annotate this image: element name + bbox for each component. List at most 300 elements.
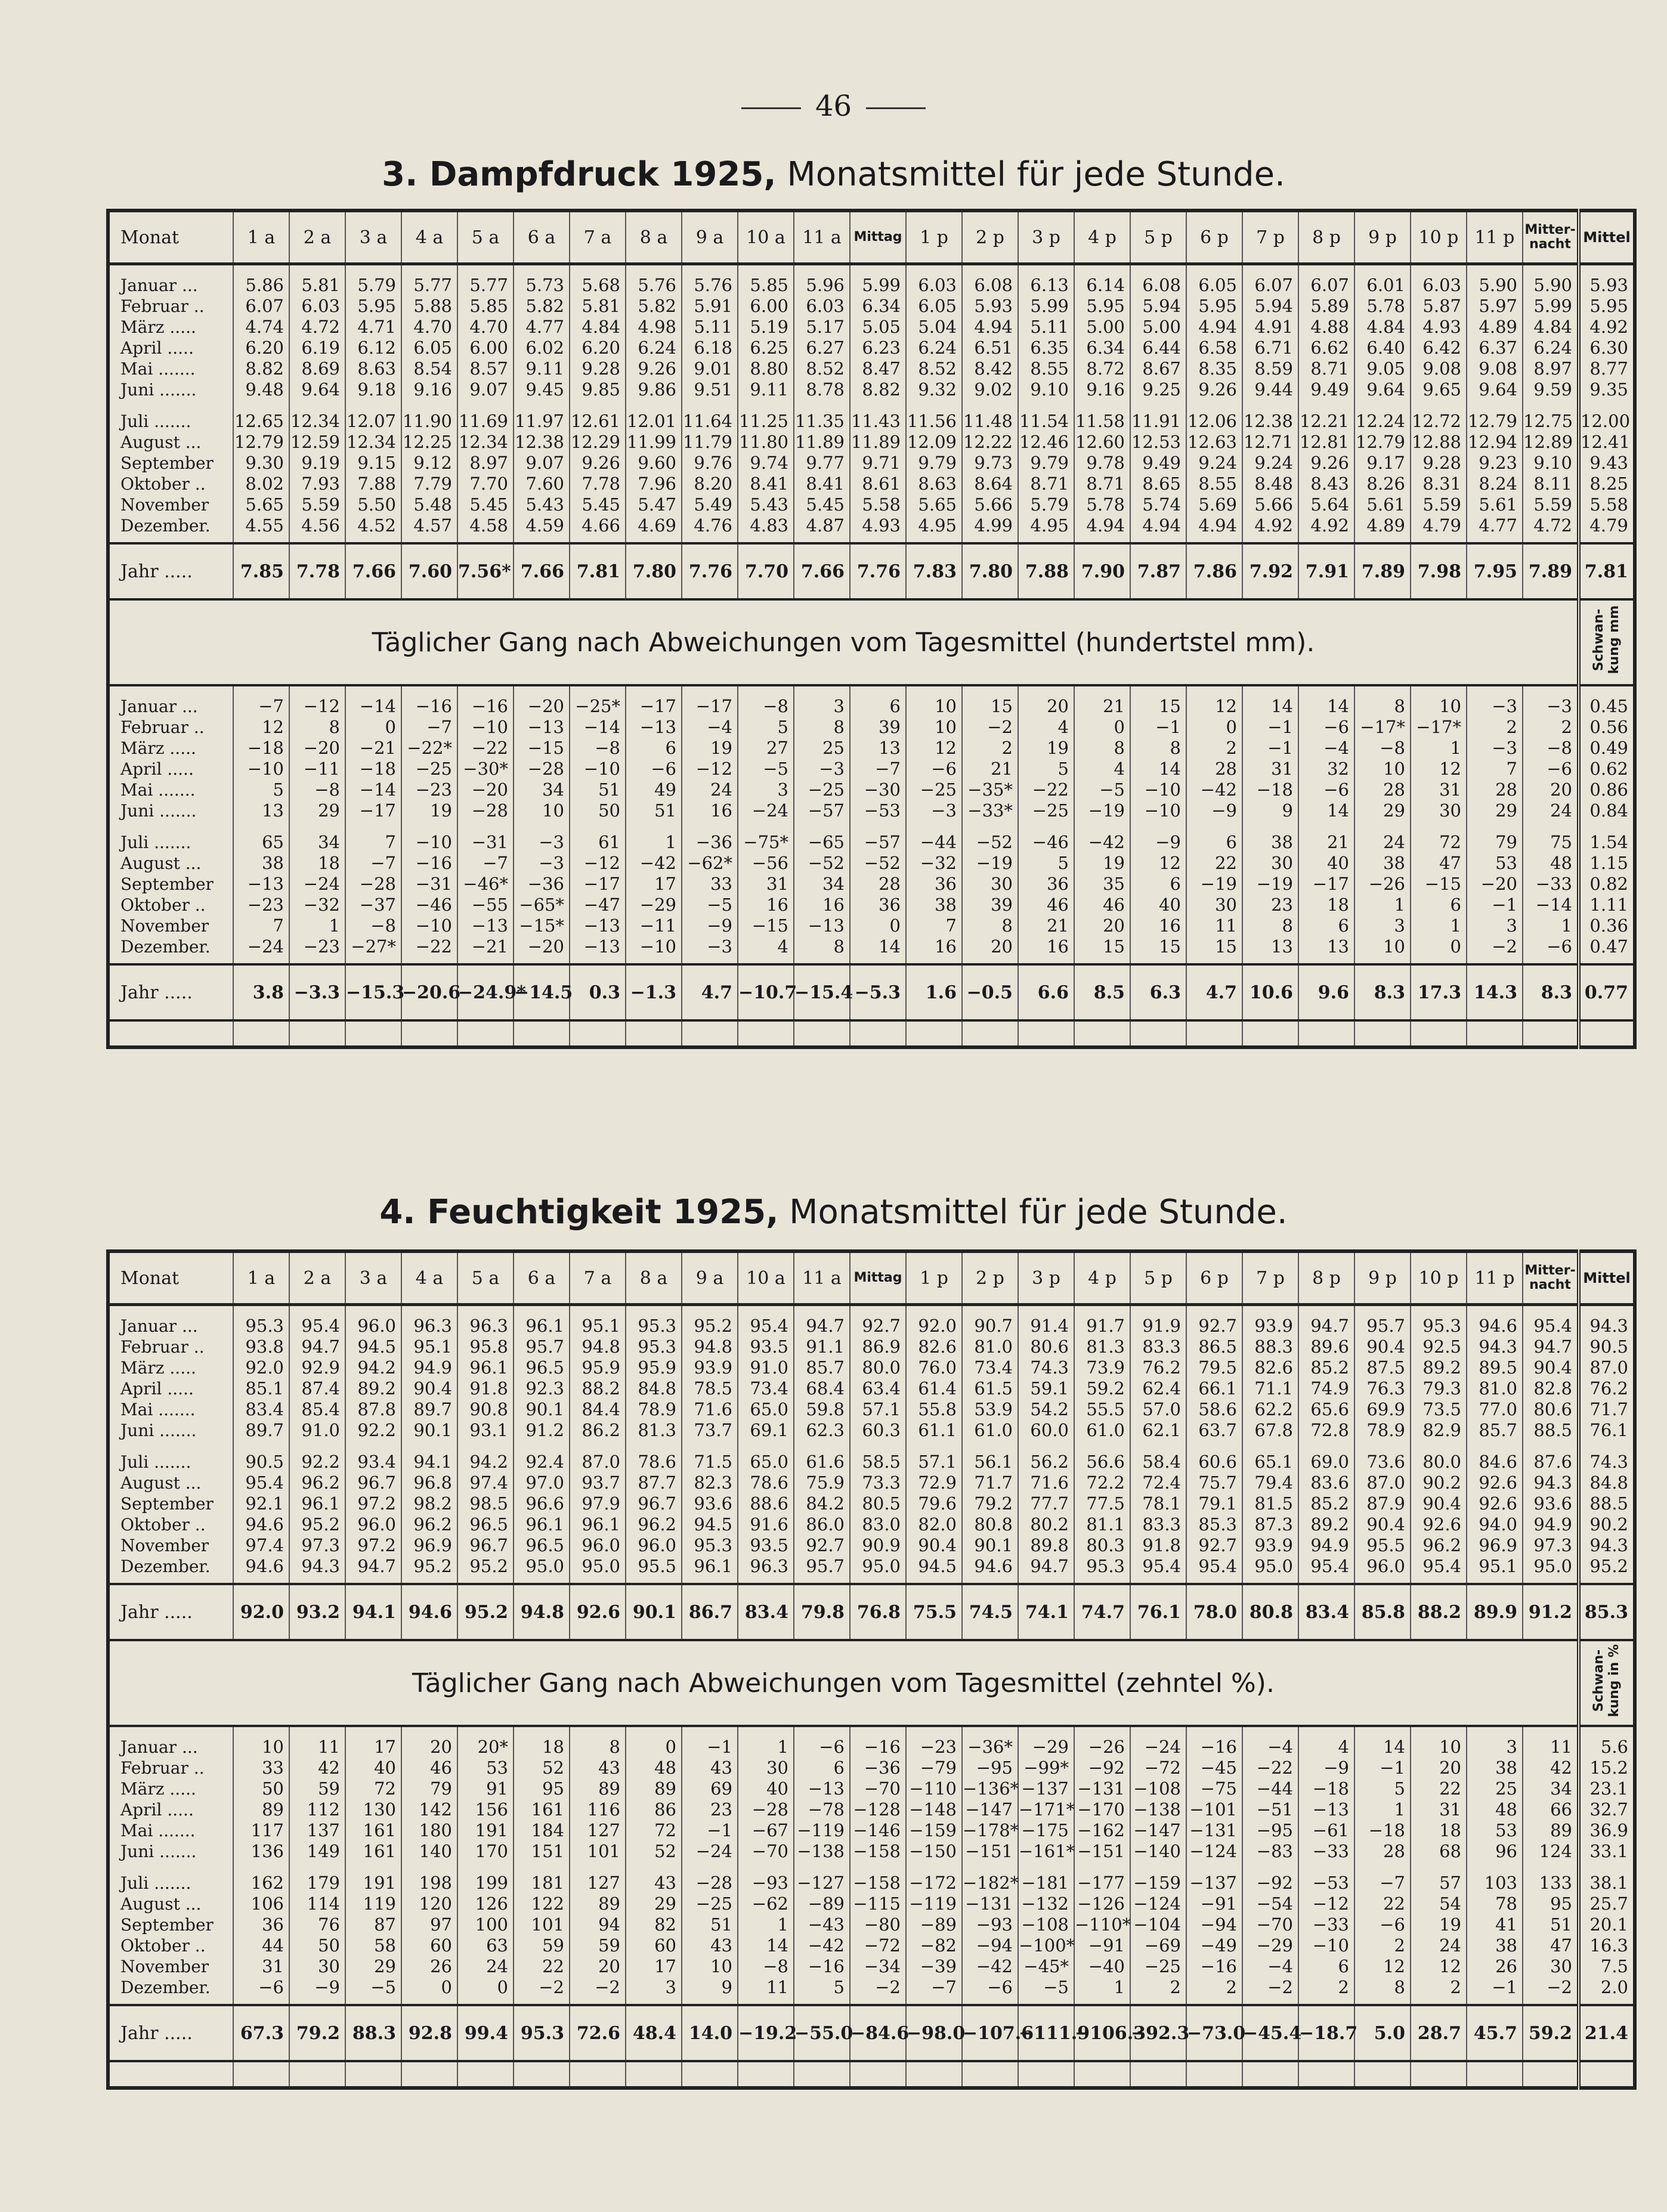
row-label: April ..... — [120, 1800, 194, 1820]
table-cell: 87.5 — [1354, 1357, 1411, 1378]
table-cell: 10 — [906, 717, 962, 738]
table-cell: 57 — [1411, 1862, 1467, 1894]
table-cell: 90.4 — [1523, 1357, 1579, 1378]
table-cell: −94 — [962, 1935, 1018, 1956]
table-cell: 87.6 — [1523, 1441, 1579, 1472]
table-cell: 46 — [1018, 895, 1074, 915]
row-label: Februar .. — [120, 1337, 205, 1357]
table-cell: 95.4 — [1411, 1556, 1467, 1584]
table-cell: 95.7 — [1354, 1305, 1411, 1337]
table-cell: 98.5 — [457, 1493, 514, 1514]
table-cell: 7.86 — [1186, 543, 1242, 599]
table-cell: 5.87 — [1411, 296, 1467, 317]
table-cell: 12.34 — [457, 432, 514, 453]
table-cell: −11 — [289, 759, 345, 779]
table-cell: 7.88 — [1018, 543, 1074, 599]
table-cell: −13 — [626, 717, 682, 738]
table-cell: 19 — [1074, 853, 1130, 874]
table-cell: 30 — [1523, 1956, 1579, 1977]
table-cell: 20* — [457, 1726, 514, 1758]
empty-cell — [233, 1020, 289, 1047]
table-cell: 89.8 — [1018, 1535, 1074, 1556]
column-header: Mittag — [850, 1251, 906, 1305]
table-cell: 9.26 — [570, 453, 626, 474]
table-cell: 5.11 — [682, 317, 738, 338]
table-row — [108, 494, 1635, 515]
table-cell: 5.85 — [738, 264, 794, 296]
table-cell: 29 — [289, 800, 345, 821]
table-cell: 0.56 — [1579, 717, 1635, 738]
table-cell: 90.8 — [457, 1399, 514, 1420]
table-cell: 170 — [457, 1841, 514, 1862]
table-cell: 7.89 — [1354, 543, 1411, 599]
table-cell: 5.66 — [1242, 494, 1298, 515]
table-cell: 29 — [345, 1956, 401, 1977]
table-cell: 2 — [1411, 1977, 1467, 2005]
table-cell: −19 — [1186, 874, 1242, 895]
table-cell: 26 — [1467, 1956, 1523, 1977]
table-cell: 79.3 — [1411, 1378, 1467, 1399]
table-cell: −3 — [514, 821, 570, 853]
table-cell: −10.7 — [738, 964, 794, 1020]
table-cell: 9.51 — [682, 379, 738, 400]
table-cell: −7 — [1354, 1862, 1411, 1894]
table-cell: 78.6 — [626, 1441, 682, 1472]
table-cell: 20 — [570, 1956, 626, 1977]
table-cell: −89 — [794, 1894, 850, 1914]
table-cell: 10.6 — [1242, 964, 1298, 1020]
table-cell: 5.89 — [1298, 296, 1354, 317]
table-cell: 8.02 — [233, 474, 289, 494]
table-cell: 94.7 — [794, 1305, 850, 1337]
table-cell: 9.23 — [1467, 453, 1523, 474]
table-cell: 3 — [1354, 915, 1411, 936]
table-cell: −7 — [401, 717, 457, 738]
table-cell: 9.15 — [345, 453, 401, 474]
table-cell: 2 — [1298, 1977, 1354, 2005]
table-cell: −124 — [1186, 1841, 1242, 1862]
table-cell: 88.2 — [570, 1378, 626, 1399]
table-cell: 59 — [289, 1778, 345, 1799]
table-cell: 119 — [345, 1894, 401, 1914]
table-cell: −14 — [1523, 895, 1579, 915]
table-cell: 94.7 — [345, 1556, 401, 1584]
table-bottom-padding — [108, 2061, 1635, 2088]
table-cell: 7.96 — [626, 474, 682, 494]
table-cell: 9.24 — [1186, 453, 1242, 474]
table-cell: 0.49 — [1579, 738, 1635, 759]
table-cell: 96.0 — [345, 1514, 401, 1535]
table-cell: 3.8 — [233, 964, 289, 1020]
table-cell: 12.34 — [345, 432, 401, 453]
table-cell: 96 — [1467, 1841, 1523, 1862]
table-cell: −14 — [570, 717, 626, 738]
table-cell: 88.5 — [1523, 1420, 1579, 1441]
table-cell: 96.9 — [1467, 1535, 1523, 1556]
table-cell: −20 — [457, 779, 514, 800]
table-cell: −162 — [1074, 1820, 1130, 1841]
table-cell: 89.7 — [401, 1399, 457, 1420]
deviation-row — [108, 895, 1635, 915]
column-header: 4 a — [401, 211, 457, 264]
table-cell: 9.78 — [1074, 453, 1130, 474]
table-cell: −1 — [1130, 717, 1186, 738]
table-cell: −9 — [1186, 800, 1242, 821]
table-cell: 92.7 — [850, 1305, 906, 1337]
table-cell: 55.5 — [1074, 1399, 1130, 1420]
column-header: 7 a — [570, 211, 626, 264]
table-cell: 94.9 — [401, 1357, 457, 1378]
table-cell: −14.5 — [514, 964, 570, 1020]
table-cell: 12.72 — [1411, 400, 1467, 432]
table-cell: 11.89 — [794, 432, 850, 453]
table-cell: −73.0 — [1186, 2005, 1242, 2061]
table-cell: 7.85 — [233, 543, 289, 599]
table-cell: 4.91 — [1242, 317, 1298, 338]
table-cell: 6.20 — [233, 338, 289, 358]
table-cell: −24 — [1130, 1726, 1186, 1758]
table-cell: 12.21 — [1298, 400, 1354, 432]
table-cell: 73.9 — [1074, 1357, 1130, 1378]
table-cell: 18 — [514, 1726, 570, 1758]
table-cell: 0.77 — [1579, 964, 1635, 1020]
feuchtigkeit-title-bold: 4. Feuchtigkeit 1925, — [379, 1193, 779, 1232]
table-cell: −128 — [850, 1799, 906, 1820]
table-cell: 92.7 — [1186, 1535, 1242, 1556]
table-cell: 92.6 — [1467, 1472, 1523, 1493]
empty-cell — [1411, 2061, 1467, 2088]
table-cell: 79.4 — [1242, 1472, 1298, 1493]
schwankung-label: Schwan- kung in % — [1591, 1644, 1622, 1718]
table-cell: 83.4 — [1298, 1584, 1354, 1640]
table-cell: 8.25 — [1579, 474, 1635, 494]
table-cell: 5.90 — [1523, 264, 1579, 296]
table-cell: 22 — [1186, 853, 1242, 874]
table-cell: 94.3 — [1579, 1305, 1635, 1337]
table-cell: 48.4 — [626, 2005, 682, 2061]
table-cell: 88.2 — [1411, 1584, 1467, 1640]
table-cell: 60 — [401, 1935, 457, 1956]
table-cell: 78.0 — [1186, 1584, 1242, 1640]
table-cell: 82.6 — [1242, 1357, 1298, 1378]
dampfdruck-title-bold: 3. Dampfdruck 1925, — [382, 155, 777, 194]
table-cell: 96.5 — [457, 1514, 514, 1535]
table-cell: −52 — [962, 821, 1018, 853]
table-cell: 2 — [1130, 1977, 1186, 2005]
table-cell: −17 — [626, 685, 682, 717]
table-cell: 28 — [1186, 759, 1242, 779]
empty-cell — [289, 2061, 345, 2088]
table-cell: 15 — [1130, 936, 1186, 964]
table-cell: 73.3 — [850, 1472, 906, 1493]
table-cell: 38 — [233, 853, 289, 874]
table-cell: 95.0 — [1242, 1556, 1298, 1584]
table-cell: 16 — [906, 936, 962, 964]
table-cell: 67.3 — [233, 2005, 289, 2061]
table-cell: 5.65 — [233, 494, 289, 515]
table-cell: 0 — [850, 915, 906, 936]
table-cell: 90.5 — [233, 1441, 289, 1472]
table-cell: 22 — [514, 1956, 570, 1977]
table-cell: 0 — [1186, 717, 1242, 738]
table-cell: −39 — [906, 1956, 962, 1977]
table-cell: 8.48 — [1242, 474, 1298, 494]
table-cell: 92.6 — [570, 1584, 626, 1640]
dampfdruck-title — [0, 155, 1667, 194]
table-cell: 4.94 — [1186, 515, 1242, 543]
table-cell: −36 — [682, 821, 738, 853]
table-cell: 6 — [1130, 874, 1186, 895]
table-cell: −91 — [1074, 1935, 1130, 1956]
table-cell: 95.2 — [1579, 1556, 1635, 1584]
table-cell: 92.8 — [401, 2005, 457, 2061]
column-header: 11 a — [794, 211, 850, 264]
table-cell: −7 — [457, 853, 514, 874]
table-cell: 76.1 — [1130, 1584, 1186, 1640]
table-cell: 85.2 — [1298, 1493, 1354, 1514]
table-cell: 36 — [233, 1914, 289, 1935]
row-label: Januar ... — [120, 1316, 198, 1336]
table-cell: 54 — [1411, 1894, 1467, 1914]
table-cell: 38 — [1467, 1758, 1523, 1778]
column-header: 4 p — [1074, 1251, 1130, 1305]
table-cell: 13 — [1242, 936, 1298, 964]
column-header: Monat — [108, 211, 233, 264]
table-cell: 91.0 — [738, 1357, 794, 1378]
table-cell: 61.4 — [906, 1378, 962, 1399]
table-cell: 9.26 — [626, 358, 682, 379]
table-cell: 2 — [1354, 1935, 1411, 1956]
table-cell: 91 — [457, 1778, 514, 1799]
table-cell: −22 — [457, 738, 514, 759]
table-cell: −72 — [850, 1935, 906, 1956]
table-cell: −15 — [1411, 874, 1467, 895]
table-cell: 5.64 — [1298, 494, 1354, 515]
table-cell: 28 — [850, 874, 906, 895]
table-cell: 12.89 — [1523, 432, 1579, 453]
table-cell: 12.81 — [1298, 432, 1354, 453]
table-cell: 6.35 — [1018, 338, 1074, 358]
table-cell: −18.7 — [1298, 2005, 1354, 2061]
table-cell: 4.7 — [1186, 964, 1242, 1020]
table-cell: −69 — [1130, 1935, 1186, 1956]
table-cell: 9.08 — [1467, 358, 1523, 379]
table-cell: 96.6 — [514, 1493, 570, 1514]
table-cell: −45* — [1018, 1956, 1074, 1977]
table-cell: 5.49 — [682, 494, 738, 515]
table-cell: −3 — [1467, 738, 1523, 759]
table-cell: 1.11 — [1579, 895, 1635, 915]
table-cell: −147 — [962, 1799, 1018, 1820]
table-cell: −6 — [1298, 717, 1354, 738]
table-cell: −25 — [682, 1894, 738, 1914]
table-cell: 9.02 — [962, 379, 1018, 400]
table-cell: 51 — [682, 1914, 738, 1935]
table-cell: 12.25 — [401, 432, 457, 453]
empty-cell — [1018, 2061, 1074, 2088]
table-cell: 4.56 — [289, 515, 345, 543]
table-cell: −10 — [401, 915, 457, 936]
table-cell: 10 — [1354, 759, 1411, 779]
table-cell: −29 — [1242, 1935, 1298, 1956]
table-cell: −95 — [962, 1758, 1018, 1778]
table-cell: 95.0 — [850, 1556, 906, 1584]
empty-cell — [1579, 1020, 1635, 1047]
table-cell: 71.6 — [682, 1399, 738, 1420]
table-cell: 5.17 — [794, 317, 850, 338]
table-cell: 5.04 — [906, 317, 962, 338]
table-cell: −46 — [401, 895, 457, 915]
row-label: März ..... — [120, 317, 196, 337]
table-cell: −25* — [570, 685, 626, 717]
table-cell: 12.71 — [1242, 432, 1298, 453]
table-cell: −57 — [794, 800, 850, 821]
table-cell: 9.71 — [850, 453, 906, 474]
table-cell: 79.2 — [962, 1493, 1018, 1514]
table-cell: 127 — [570, 1820, 626, 1841]
table-cell: 43 — [682, 1935, 738, 1956]
table-cell: 9.01 — [682, 358, 738, 379]
table-cell: 15.2 — [1579, 1758, 1635, 1778]
table-cell: 90.7 — [962, 1305, 1018, 1337]
table-cell: 5.90 — [1467, 264, 1523, 296]
feuchtigkeit-title-rest: Monatsmittel für jede Stunde. — [789, 1193, 1288, 1232]
table-cell: −17 — [345, 800, 401, 821]
table-cell: 95.4 — [1130, 1556, 1186, 1584]
table-cell: −55.0 — [794, 2005, 850, 2061]
table-cell: 5.48 — [401, 494, 457, 515]
table-cell: 89.6 — [1298, 1337, 1354, 1357]
table-cell: −10 — [233, 759, 289, 779]
table-cell: 6.14 — [1074, 264, 1130, 296]
table-cell: 8.41 — [738, 474, 794, 494]
table-cell: 8.63 — [345, 358, 401, 379]
table-cell: −7 — [345, 853, 401, 874]
table-cell: 93.5 — [738, 1337, 794, 1357]
table-cell: 90.4 — [1354, 1337, 1411, 1357]
table-cell: 4.84 — [1523, 317, 1579, 338]
table-row — [108, 379, 1635, 400]
table-cell: 91.2 — [514, 1420, 570, 1441]
table-cell: 4.52 — [345, 515, 401, 543]
table-cell: −32 — [906, 853, 962, 874]
table-cell: 94.8 — [514, 1584, 570, 1640]
table-cell: 59.1 — [1018, 1378, 1074, 1399]
table-cell: 61.1 — [906, 1420, 962, 1441]
table-cell: 28 — [1354, 1841, 1411, 1862]
table-cell: 62.3 — [794, 1420, 850, 1441]
table-cell: −8 — [738, 1956, 794, 1977]
table-cell: 5.78 — [1354, 296, 1411, 317]
table-cell: 94.3 — [289, 1556, 345, 1584]
table-cell: 86.7 — [682, 1584, 738, 1640]
table-cell: 6.01 — [1354, 264, 1411, 296]
table-cell: −119 — [794, 1820, 850, 1841]
deviation-row — [108, 821, 1635, 853]
table-cell: 127 — [570, 1862, 626, 1894]
table-cell: −49 — [1186, 1935, 1242, 1956]
table-cell: 6.40 — [1354, 338, 1411, 358]
table-cell: 28 — [1354, 779, 1411, 800]
table-cell: 4.66 — [570, 515, 626, 543]
table-cell: 8.41 — [794, 474, 850, 494]
table-cell: 87.9 — [1354, 1493, 1411, 1514]
table-cell: 11 — [1186, 915, 1242, 936]
table-cell: 97.3 — [289, 1535, 345, 1556]
table-row — [108, 1514, 1635, 1535]
table-row — [108, 317, 1635, 338]
table-cell: −31 — [401, 874, 457, 895]
table-cell: 91.8 — [457, 1378, 514, 1399]
table-cell: 6.07 — [233, 296, 289, 317]
table-cell: 30 — [1186, 895, 1242, 915]
table-cell: 18 — [289, 853, 345, 874]
table-cell: −70 — [738, 1841, 794, 1862]
table-cell: −2 — [514, 1977, 570, 2005]
table-cell: 8.24 — [1467, 474, 1523, 494]
table-cell: 5 — [1018, 853, 1074, 874]
table-cell: −34 — [850, 1956, 906, 1977]
table-cell: 24 — [682, 779, 738, 800]
table-cell: 94 — [570, 1914, 626, 1935]
table-cell: −57 — [850, 821, 906, 853]
table-cell: −8 — [1523, 738, 1579, 759]
table-cell: −17 — [1298, 874, 1354, 895]
table-cell: 142 — [401, 1799, 457, 1820]
table-cell: 9.07 — [514, 453, 570, 474]
table-cell: −13 — [570, 936, 626, 964]
table-cell: 16 — [1130, 915, 1186, 936]
table-cell: 4.93 — [850, 515, 906, 543]
table-cell: −53 — [850, 800, 906, 821]
table-cell: 1 — [738, 1726, 794, 1758]
table-cell: 95.3 — [1074, 1556, 1130, 1584]
row-label: August ... — [120, 432, 202, 452]
table-cell: 8 — [1354, 685, 1411, 717]
table-cell: 9.43 — [1579, 453, 1635, 474]
table-cell: 78 — [1467, 1894, 1523, 1914]
table-cell: 0 — [401, 1977, 457, 2005]
table-cell: 8.61 — [850, 474, 906, 494]
table-cell: 0 — [626, 1726, 682, 1758]
table-cell: 96.9 — [401, 1535, 457, 1556]
table-cell: 124 — [1523, 1841, 1579, 1862]
table-cell: 95.4 — [738, 1305, 794, 1337]
table-cell: 90.4 — [1354, 1514, 1411, 1535]
table-cell: 9.74 — [738, 453, 794, 474]
table-cell: 51 — [1523, 1914, 1579, 1935]
table-cell: 16 — [1018, 936, 1074, 964]
table-cell: 5.58 — [850, 494, 906, 515]
table-cell: 12.75 — [1523, 400, 1579, 432]
row-label: Jahr ..... — [108, 543, 233, 599]
table-cell: 11.80 — [738, 432, 794, 453]
deviation-row — [108, 779, 1635, 800]
table-cell: 161 — [345, 1841, 401, 1862]
table-cell: 53.9 — [962, 1399, 1018, 1420]
table-cell: −65 — [794, 821, 850, 853]
table-cell: 136 — [233, 1841, 289, 1862]
table-cell: 9.35 — [1579, 379, 1635, 400]
table-cell: −181 — [1018, 1862, 1074, 1894]
table-cell: 57.0 — [1130, 1399, 1186, 1420]
table-cell: 5.77 — [457, 264, 514, 296]
table-cell: 0.82 — [1579, 874, 1635, 895]
table-cell: 12 — [1354, 1956, 1411, 1977]
table-cell: 66.1 — [1186, 1378, 1242, 1399]
row-label: April ..... — [120, 338, 194, 358]
table-cell: 84.8 — [626, 1378, 682, 1399]
